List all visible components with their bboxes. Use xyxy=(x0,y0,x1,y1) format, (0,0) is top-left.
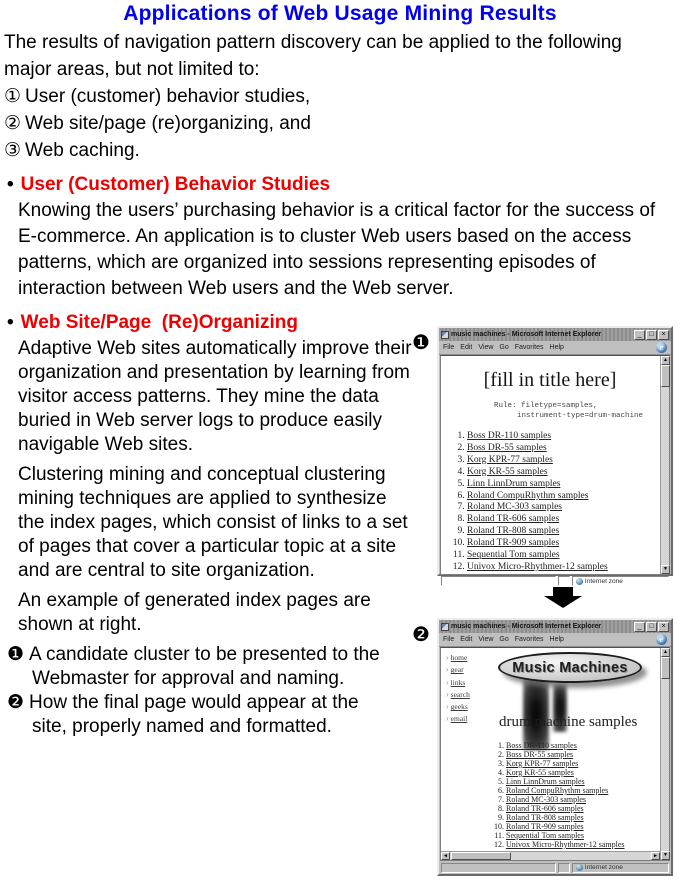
intro-item-1: ① User (customer) behavior studies, xyxy=(4,86,311,107)
scrollbar-thumb[interactable] xyxy=(661,365,670,387)
menu-edit[interactable]: Edit xyxy=(460,344,473,351)
scroll-left-icon[interactable]: ◄ xyxy=(441,852,450,860)
music-machines-logo: Music Machines xyxy=(498,652,642,683)
menu-file[interactable]: File xyxy=(443,636,455,643)
sample-link[interactable]: Roland MC-303 samples xyxy=(506,795,586,804)
browser-window-candidate-cluster xyxy=(437,326,673,585)
page-title: Applications of Web Usage Mining Results xyxy=(123,2,557,25)
maximize-button[interactable]: □ xyxy=(646,622,657,632)
sidebar-link-search[interactable]: › search xyxy=(446,689,470,701)
list-item xyxy=(467,455,669,467)
window-titlebar[interactable] xyxy=(439,328,671,341)
circled-1-marker: ① xyxy=(4,86,22,107)
down-arrow-icon xyxy=(544,587,582,608)
list-item xyxy=(506,786,625,795)
link-arrow-icon: › xyxy=(446,714,449,724)
menu-go[interactable]: Go xyxy=(499,636,509,643)
circled-2-marker: ② xyxy=(4,113,22,134)
sample-link[interactable]: Roland TR-909 samples xyxy=(506,822,584,831)
list-item xyxy=(467,550,669,562)
list-item xyxy=(506,840,625,849)
list-item xyxy=(506,750,625,759)
list-item xyxy=(506,777,625,786)
list-item xyxy=(467,467,669,479)
list-item xyxy=(467,562,669,574)
list-item xyxy=(506,813,625,822)
sample-link[interactable]: Sequential Tom samples xyxy=(506,831,584,840)
intro-item-2: ② Web site/page (re)organizing, and xyxy=(4,113,311,134)
close-button[interactable]: × xyxy=(658,330,669,340)
menu-go[interactable]: Go xyxy=(499,344,509,351)
list-item xyxy=(506,795,625,804)
sample-link[interactable]: Boss DR-55 samples xyxy=(467,442,547,453)
minimize-button[interactable]: _ xyxy=(634,622,645,632)
scroll-down-icon[interactable]: ▼ xyxy=(661,565,670,574)
menu-bar xyxy=(439,341,671,355)
window-titlebar[interactable] xyxy=(439,620,671,633)
intro-item-3: ③ Web caching. xyxy=(4,140,140,161)
sidebar-link-email[interactable]: › email xyxy=(446,713,470,725)
status-text: Internet zone xyxy=(584,577,623,585)
callout-1: ❶ A candidate cluster to be presented to the Webmaster for approval and naming. xyxy=(7,644,380,689)
sample-link[interactable]: Roland TR-606 samples xyxy=(506,804,584,813)
minimize-button[interactable]: _ xyxy=(634,330,645,340)
menu-help[interactable]: Help xyxy=(549,636,564,643)
callout-2: ❷ How the final page would appear at the site, properly named and formatted. xyxy=(7,692,359,737)
reorganizing-para-2: Clustering mining and conceptual clustering mining techniques are applied to synthesize the index pages, which consist of links to a set of pages that cover a particular topic at a site and are central to site organization. xyxy=(18,464,408,581)
menu-help[interactable]: Help xyxy=(549,344,564,351)
sample-link[interactable]: Roland CompuRhythm samples xyxy=(467,490,589,501)
behavior-section xyxy=(0,173,680,302)
bullet-icon: • xyxy=(7,312,14,333)
internet-zone-icon xyxy=(576,578,583,585)
list-item xyxy=(506,741,625,750)
behavior-section-body: Knowing the users’ purchasing behavior is a critical factor for the success of E-commerce. An application is to cluster Web users based on the access patterns, which are organized into sessions representing episodes of interaction between Web users and the Web server. xyxy=(18,200,656,299)
scroll-up-icon[interactable]: ▲ xyxy=(661,356,670,365)
status-text: Internet zone xyxy=(584,864,623,871)
samples-list xyxy=(494,741,625,849)
window-title: music machines - Microsoft Internet Explorer xyxy=(451,623,602,630)
drum-machine-samples-heading: drum machine samples xyxy=(499,714,638,730)
list-item xyxy=(467,526,669,538)
samples-list xyxy=(454,431,669,574)
page-content xyxy=(440,647,670,861)
negative-circled-1-marker: ❶ xyxy=(7,644,25,665)
list-item xyxy=(467,443,669,455)
link-arrow-icon: › xyxy=(446,653,449,662)
sample-link[interactable]: Boss DR-110 samples xyxy=(467,431,552,441)
vertical-scrollbar[interactable] xyxy=(660,648,669,860)
scrollbar-thumb[interactable] xyxy=(451,852,511,860)
sample-link[interactable]: Roland TR-606 samples xyxy=(467,514,560,525)
reorganizing-section xyxy=(0,311,412,739)
status-bar xyxy=(439,861,671,874)
window-title: music machines - Microsoft Internet Explorer xyxy=(451,331,602,338)
ie-logo-icon: e xyxy=(656,634,667,645)
menu-edit[interactable]: Edit xyxy=(460,636,473,643)
list-item xyxy=(467,514,669,526)
sample-link[interactable]: Korg KPR-77 samples xyxy=(467,454,553,465)
list-item xyxy=(506,804,625,813)
list-item xyxy=(467,431,669,443)
behavior-section-heading: • User (Customer) Behavior Studies xyxy=(7,174,331,195)
sample-link[interactable]: Roland MC-303 samples xyxy=(467,502,562,513)
sample-link[interactable]: Sequential Tom samples xyxy=(467,550,560,561)
link-arrow-icon: › xyxy=(446,665,449,675)
link-arrow-icon: › xyxy=(446,689,449,699)
horizontal-scrollbar[interactable] xyxy=(441,851,660,860)
reorganizing-para-3: An example of generated index pages are shown at right. xyxy=(18,590,371,635)
sample-link[interactable]: Linn LinnDrum samples xyxy=(506,777,585,786)
scroll-down-icon[interactable]: ▼ xyxy=(661,851,670,860)
bullet-icon: • xyxy=(7,174,14,195)
sample-link[interactable]: Linn LinnDrum samples xyxy=(467,478,561,489)
link-arrow-icon: › xyxy=(446,702,449,712)
sidebar-link-home[interactable]: › home xyxy=(446,652,470,664)
list-item xyxy=(467,538,669,550)
close-button[interactable]: × xyxy=(658,622,669,632)
sample-link[interactable]: Korg KR-55 samples xyxy=(467,466,548,477)
circled-3-marker: ③ xyxy=(4,140,22,161)
ie-page-icon xyxy=(441,331,449,339)
list-item xyxy=(506,768,625,777)
reorganizing-section-heading: • Web Site/Page (Re)Organizing xyxy=(7,312,298,333)
menu-view[interactable]: View xyxy=(478,636,494,643)
sample-link[interactable]: Roland TR-808 samples xyxy=(467,526,560,537)
sample-link[interactable]: Roland TR-808 samples xyxy=(506,813,584,822)
menu-favorites[interactable]: Favorites xyxy=(514,344,544,351)
ie-logo-icon: e xyxy=(656,342,667,353)
rule-text: Rule: filetype=samples, instrument-type=drum-machine xyxy=(494,402,644,420)
list-item xyxy=(467,502,669,514)
vertical-scrollbar[interactable] xyxy=(660,356,669,574)
menu-bar xyxy=(439,633,671,647)
sample-link[interactable]: Roland CompuRhythm samples xyxy=(506,786,609,795)
sample-link[interactable]: Korg KPR-77 samples xyxy=(506,759,579,768)
scrollbar-thumb[interactable] xyxy=(661,657,670,679)
menu-file[interactable]: File xyxy=(443,344,455,351)
sample-link[interactable]: Univox Micro-Rhythmer-12 samples xyxy=(506,840,625,849)
menu-view[interactable]: View xyxy=(478,344,494,351)
site-sidebar xyxy=(446,652,470,726)
list-item xyxy=(467,479,669,491)
list-item xyxy=(506,759,625,768)
scroll-right-icon[interactable]: ► xyxy=(651,852,660,860)
intro-text: The results of navigation pattern discovery can be applied to the following major areas, but not limited to: xyxy=(4,32,622,80)
figure-marker-1: ❶ xyxy=(412,332,430,354)
ie-page-icon xyxy=(441,623,449,631)
reorganizing-para-1: Adaptive Web sites automatically improve their organization and presentation by learning from visitor access patterns. They mine the data buried in Web server logs to produce easily navigable Web sites. xyxy=(18,338,412,455)
status-bar xyxy=(439,575,671,588)
negative-circled-2-marker: ❷ xyxy=(7,692,25,713)
sample-link[interactable]: Univox Micro-Rhythmer-12 samples xyxy=(467,561,608,572)
cluster-page-title: [fill in title here] xyxy=(483,369,617,391)
list-item xyxy=(506,831,625,840)
menu-favorites[interactable]: Favorites xyxy=(514,636,544,643)
sample-link[interactable]: Boss DR-55 samples xyxy=(506,750,574,759)
internet-zone-icon xyxy=(576,864,583,871)
page-content xyxy=(440,355,670,575)
sample-link[interactable]: Boss DR-110 samples xyxy=(506,741,577,750)
sidebar-link-links[interactable]: › links xyxy=(446,677,470,689)
figure-marker-2: ❷ xyxy=(412,624,430,646)
list-item xyxy=(506,822,625,831)
sidebar-link-gear[interactable]: › gear xyxy=(446,664,470,676)
maximize-button[interactable]: □ xyxy=(646,330,657,340)
sidebar-link-geeks[interactable]: › geeks xyxy=(446,701,470,713)
scroll-up-icon[interactable]: ▲ xyxy=(661,648,670,657)
list-item xyxy=(467,491,669,503)
sample-link[interactable]: Roland TR-909 samples xyxy=(467,538,560,549)
browser-window-final-page xyxy=(437,618,673,876)
sample-link[interactable]: Korg KR-55 samples xyxy=(506,768,574,777)
link-arrow-icon: › xyxy=(446,677,449,687)
